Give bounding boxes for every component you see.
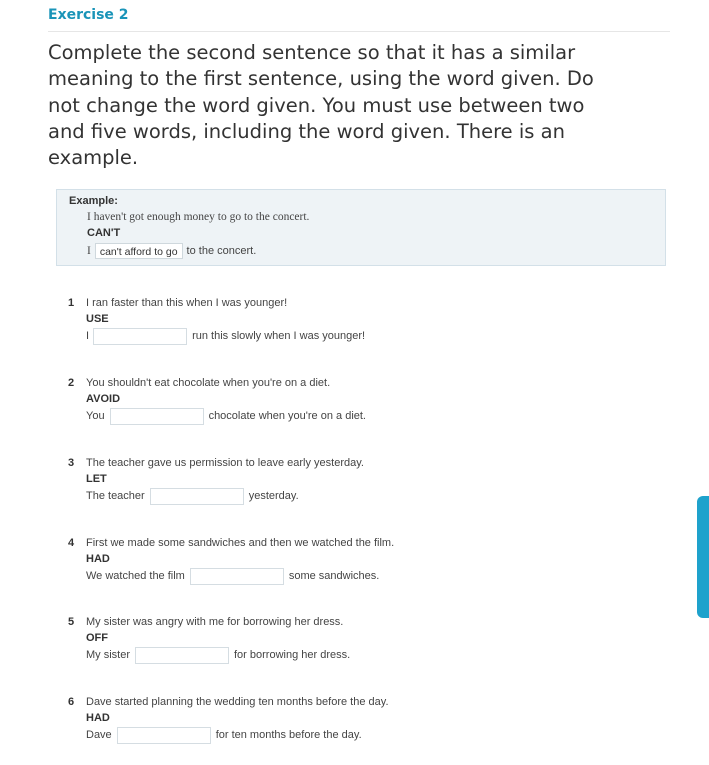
question-sentence: I ran faster than this when I was younger!	[86, 297, 288, 309]
answer-prefix: I	[86, 330, 90, 342]
answer-input[interactable]	[150, 488, 244, 505]
question-sentence: You shouldn't eat chocolate when you're on a diet.	[86, 377, 331, 389]
question-number: 2	[68, 377, 75, 389]
answer-prefix: My sister	[86, 649, 130, 661]
answer-input[interactable]	[93, 328, 187, 345]
question-sentence: My sister was angry with me for borrowing her dress.	[86, 616, 344, 628]
answer-suffix: chocolate when you're on a diet.	[208, 410, 366, 422]
question-sentence: First we made some sandwiches and then we watched the film.	[86, 537, 395, 549]
example-answer-row	[87, 243, 256, 259]
instructions-text: Complete the second sentence so that it has a similar meaning to the first sentence, using the word given. Do not change the word given. You must use between two and five words, including the word given. There is an example.	[48, 41, 594, 170]
example-sentence: I haven't got enough money to go to the concert.	[87, 211, 310, 223]
example-keyword: CAN'T	[87, 227, 121, 239]
answer-prefix: You	[86, 410, 105, 422]
answer-input[interactable]	[190, 568, 284, 585]
side-panel-tab[interactable]	[697, 496, 709, 618]
answer-prefix: The teacher	[86, 490, 145, 502]
answer-suffix: for borrowing her dress.	[234, 649, 351, 661]
question-number: 5	[68, 616, 75, 628]
answer-row	[86, 646, 350, 664]
example-label: Example:	[69, 195, 118, 207]
answer-prefix: Dave	[86, 729, 112, 741]
title-divider	[48, 31, 670, 32]
answer-prefix: We watched the film	[86, 570, 185, 582]
question-keyword: HAD	[86, 553, 110, 565]
question-number: 6	[68, 696, 75, 708]
question-keyword: OFF	[86, 632, 108, 644]
answer-row	[86, 487, 299, 505]
answer-suffix: yesterday.	[248, 490, 299, 502]
answer-row	[86, 726, 362, 744]
question-keyword: USE	[86, 313, 109, 325]
example-prefix: I	[87, 245, 91, 257]
question-number: 3	[68, 457, 75, 469]
question-keyword: LET	[86, 473, 107, 485]
question-sentence: The teacher gave us permission to leave early yesterday.	[86, 457, 364, 469]
answer-input[interactable]	[110, 408, 204, 425]
question-keyword: AVOID	[86, 393, 121, 405]
answer-suffix: run this slowly when I was younger!	[192, 330, 366, 342]
answer-suffix: for ten months before the day.	[215, 729, 362, 741]
example-suffix: to the concert.	[186, 245, 257, 257]
answer-suffix: some sandwiches.	[288, 570, 380, 582]
question-number: 4	[68, 537, 75, 549]
example-box	[56, 189, 666, 266]
exercise-title: Exercise 2	[48, 7, 129, 23]
answer-row	[86, 407, 366, 425]
answer-row	[86, 567, 379, 585]
question-sentence: Dave started planning the wedding ten months before the day.	[86, 696, 389, 708]
answer-input[interactable]	[135, 647, 229, 664]
answer-row	[86, 327, 365, 345]
question-keyword: HAD	[86, 712, 110, 724]
question-number: 1	[68, 297, 75, 309]
answer-input[interactable]	[117, 727, 211, 744]
example-answer-field: can't afford to go	[95, 243, 183, 259]
